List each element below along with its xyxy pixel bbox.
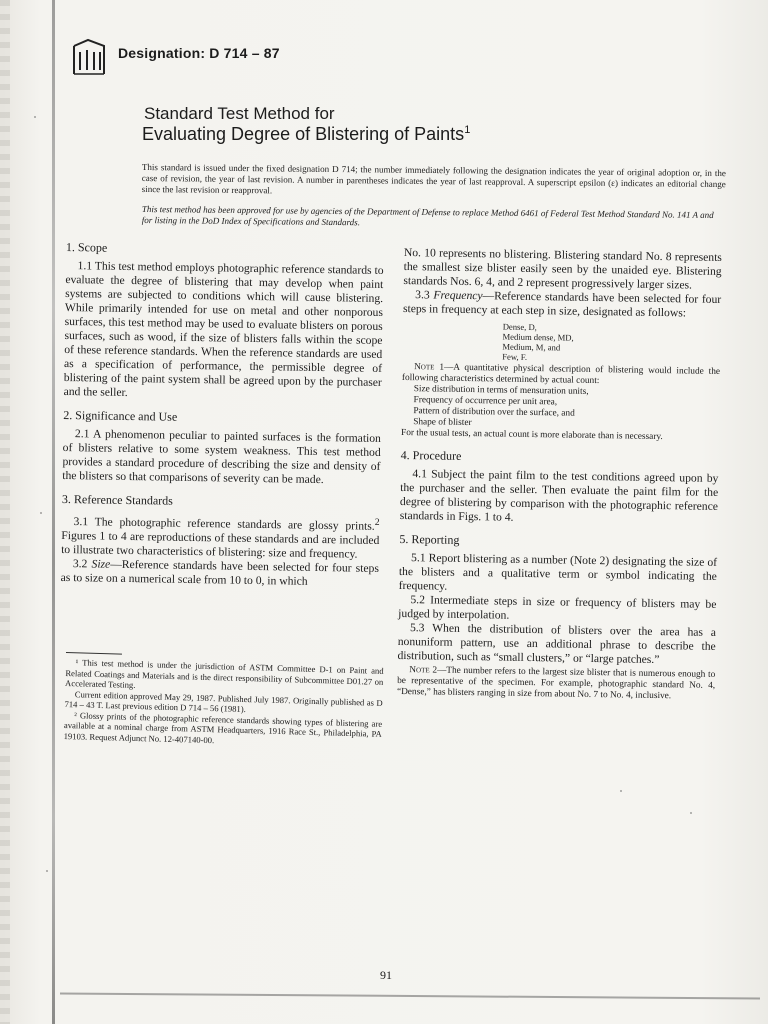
section-heading-reference-standards: 3. Reference Standards	[61, 491, 173, 508]
left-column	[61, 240, 384, 590]
footnote-2: ² Glossy prints of the photographic reference standards showing types of blistering are available at a nominal charge from ASTM Headquarters, 1916 Race St., Philadelphia, PA 19103. Request Adjunct No. 12-407140-00.	[63, 709, 383, 745]
note-1: Note 1—A quantitative physical description of blistering would include the following characteristics determined by actual count:	[401, 362, 721, 387]
page-number: 91	[380, 968, 392, 982]
note-2: Note 2—The number refers to the largest size blister that is numerous enough to be representative of the specimen. For example, photographic standard No. 4, “Dense,” has blisters ranging in size from about No. 7 to No. 4, inclusive.	[396, 665, 716, 702]
paragraph-5-3: 5.3 When the distribution of blisters over the area has a nonuniform pattern, use an additional phrase to describe the distribution, such as “small clusters,” or “large patches.”	[397, 621, 717, 667]
frequency-levels	[502, 322, 721, 365]
paragraph-4-1: 4.1 Subject the paint film to the test conditions agreed upon by the purchaser and the seller. Then evaluate the paint film for the degree of blistering by comparison with the photographic reference standards in Figs. 1 to 4.	[399, 467, 719, 524]
scan-speck	[46, 870, 48, 872]
title-line-1: Standard Test Method for	[144, 104, 335, 123]
paragraph-3-2-cont: No. 10 represents no blistering. Blistering standard No. 8 represents the smallest size blister easily seen by the unaided eye. Blistering standards Nos. 6, 4, and 2 represent progressively larger sizes.	[403, 246, 722, 292]
section-heading-reporting: 5. Reporting	[399, 531, 460, 547]
frequency-level: Medium, M, and	[502, 341, 561, 353]
section-heading-scope: 1. Scope	[65, 240, 108, 255]
scan-speck	[34, 116, 36, 118]
section-heading-significance: 2. Significance and Use	[63, 407, 178, 424]
footnote-1: ¹ This test method is under the jurisdiction of ASTM Committee D-1 on Paint and Related Coatings and Materials and is the direct responsibility of Subcommittee D01.27 on Accelerated Testing.	[64, 657, 384, 690]
scan-speck	[690, 812, 692, 814]
scan-edge	[0, 0, 10, 1024]
paragraph-3-1: 3.1 The photographic reference standards are glossy prints.$^2$ Figures 1 to 4 are reproductions of these standards and are included to illustrate two characteristics of blistering: size and frequency.	[61, 515, 380, 561]
note-1-item: Shape of blister	[413, 417, 472, 429]
paragraph-5-2: 5.2 Intermediate steps in size or frequency of blisters may be judged by interpolation.	[398, 593, 717, 622]
paragraph-5-1: 5.1 Report blistering as a number (Note 2) designating the size of the blisters and a qualitative term or symbol indicating the frequency.	[398, 551, 718, 593]
note-1-item: Pattern of distribution over the surface, and	[413, 406, 575, 419]
note-1-list	[413, 384, 720, 433]
approval-notice: This test method has been approved for use by agencies of the Department of Defense to replace Method 6461 of Federal Test Method Standard No. 141 A and for listing in the DoD Index of Specifications and Standards.	[141, 204, 714, 228]
paragraph-3-2: 3.2 Size—Reference standards have been selected for four steps as to size on a numerical scale from 10 to 0, in which	[60, 557, 379, 588]
footnote-1-edition: Current edition approved May 29, 1987. Published July 1987. Originally published as D 714 – 43 T. Last previous edition D 714 – 56 (1981).	[64, 688, 383, 715]
note-1-item: Size distribution in terms of mensuration units,	[413, 384, 589, 397]
right-column	[397, 246, 722, 703]
frequency-level: Dense, D,	[502, 321, 537, 333]
designation: Designation: D 714 – 87	[118, 45, 280, 61]
issuance-notice: This standard is issued under the fixed designation D 714; the number immediately following the designation indicates the year of original adoption or, in the case of revision, the year of last revision. A number in parentheses indicates the year of last reapproval. A superscript epsilon (ε) indicates an editorial change since the last revision or reapproval.	[141, 162, 726, 196]
note-1-item: Frequency of occurrence per unit area,	[413, 395, 558, 408]
section-heading-procedure: 4. Procedure	[400, 447, 462, 463]
title-line-2: Evaluating Degree of Blistering of Paints$^1$	[142, 124, 471, 144]
paragraph-3-3: 3.3 Frequency—Reference standards have been selected for four steps in frequency at each step in size, designated as follows:	[402, 288, 722, 320]
footnote-rule	[66, 652, 122, 655]
frequency-level: Few, F.	[502, 351, 528, 362]
bottom-rule	[60, 993, 760, 1000]
footnotes	[64, 652, 384, 750]
note-1-tail: For the usual tests, an actual count is more elaborate than is necessary.	[400, 427, 663, 443]
frequency-level: Medium dense, MD,	[502, 331, 574, 343]
scan-speck	[620, 790, 622, 792]
binding-shadow	[52, 0, 55, 1024]
scan-speck	[40, 512, 42, 514]
paragraph-2-1: 2.1 A phenomenon peculiar to painted surfaces is the formation of blisters relative to some system weakness. This test method provides a standard procedure of describing the size and density of the blisters so that comparisons of severity can be made.	[62, 427, 382, 487]
paragraph-1-1: 1.1 This test method employs photographic reference standards to evaluate the degree of blistering that may develop when paint systems are subjected to conditions which will cause blistering. While primarily intended for use on metal and other nonporous surfaces, this test method may be used to evaluate blisters on porous surfaces, such as wood, if the size of blisters falls within the scope of these reference standards. When the reference standards are used as a specification of performance, the permissible degree of blistering of the paint system shall be agreed upon by the purchaser and the seller.	[63, 259, 384, 399]
astm-logo	[70, 38, 110, 78]
